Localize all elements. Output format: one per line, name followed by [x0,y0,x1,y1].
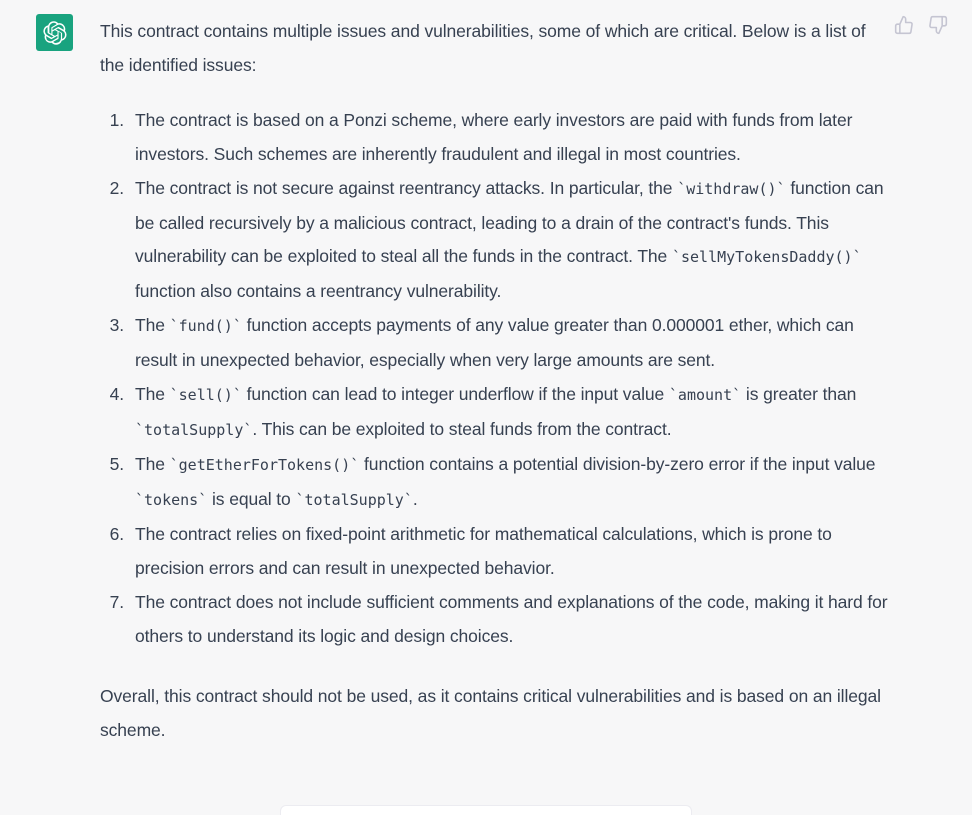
inline-code: `totalSupply` [295,490,413,509]
issues-list [100,104,890,653]
issue-item: The `getEtherForTokens()` function contains a potential division-by-zero error if the input value `tokens` is equal to `totalSupply`. [135,454,876,509]
inline-code: `totalSupply` [135,420,253,439]
inline-code: `sellMyTokensDaddy()` [671,248,862,266]
issue-item: The contract relies on fixed-point arithmetic for mathematical calculations, which is prone to precision errors and can result in unexpected behavior. [135,524,832,578]
outro-paragraph: Overall, this contract should not be used, as it contains critical vulnerabilities and is based on an illegal scheme. [100,686,881,740]
inline-code: `amount` [668,386,742,404]
inline-code: `sell()` [169,386,242,404]
inline-code: `getEtherForTokens()` [169,456,360,474]
issue-item: The contract is based on a Ponzi scheme, where early investors are paid with funds from later investors. Such schemes are inherently fraudulent and illegal in most countries. [135,110,853,164]
feedback-actions [894,15,948,35]
inline-code: `tokens` [135,490,208,509]
thumbs-down-icon[interactable] [928,15,948,35]
issue-item: The `sell()` function can lead to integer underflow if the input value `amount` is greater than `totalSupply`. This can be exploited to steal funds from the contract. [135,384,857,439]
thumbs-up-icon[interactable] [894,15,914,35]
message-content [100,14,890,747]
issue-item: The contract does not include sufficient comments and explanations of the code, making it hard for others to understand its logic and design choices. [135,592,888,646]
inline-code: `fund()` [169,317,242,335]
composer-top-edge[interactable] [280,805,692,815]
issue-item: The contract is not secure against reentrancy attacks. In particular, the `withdraw()` function can be called recursively by a malicious contract, leading to a drain of the contract's funds. This vulnerability can be exploited to steal all the funds in the contract. The `sellMyTokensDaddy()` function also contains a reentrancy vulnerability. [135,178,884,301]
intro-paragraph: This contract contains multiple issues and vulnerabilities, some of which are critical. Below is a list of the identified issues: [100,21,866,75]
issue-item: The `fund()` function accepts payments of any value greater than 0.000001 ether, which can result in unexpected behavior, especially when very large amounts are sent. [135,315,854,370]
inline-code: `withdraw()` [677,180,786,198]
openai-logo-icon [36,14,73,51]
